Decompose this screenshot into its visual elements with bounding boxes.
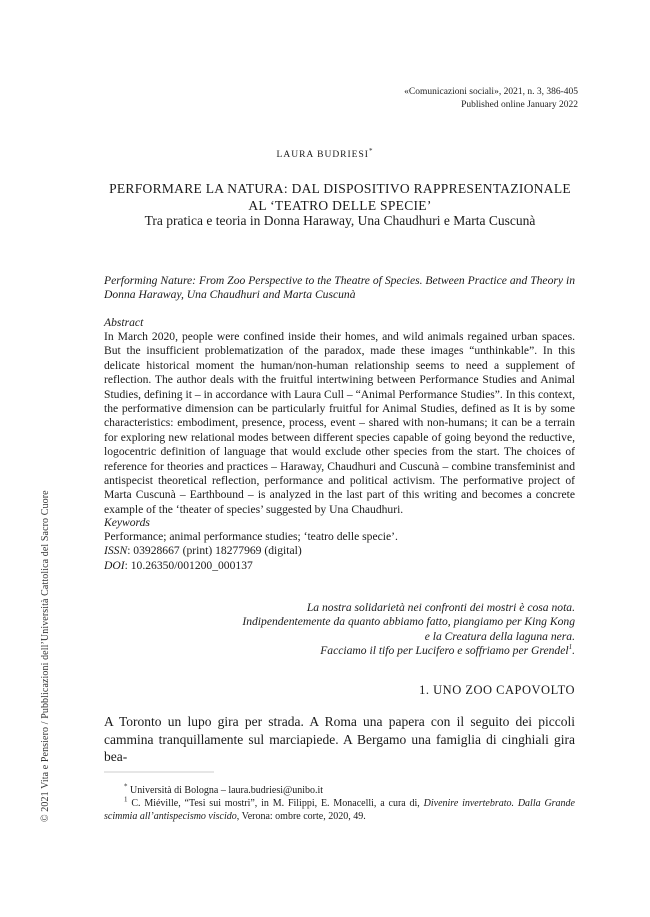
- epigraph-line-3: e la Creatura della laguna nera.: [424, 629, 575, 643]
- english-title: Performing Nature: From Zoo Perspective to the Theatre of Species. Between Practice and Theory in Donna Haraway, Una Chaudhuri and Marta Cuscunà: [104, 274, 575, 302]
- epigraph-line-2: Indipendentemente da quanto abbiamo fatto, piangiamo per King Kong: [242, 615, 575, 629]
- epigraph-note-marker: 1: [568, 643, 573, 652]
- footnote-affiliation: [104, 782, 575, 798]
- footnotes: [104, 782, 575, 823]
- article-subtitle: Tra pratica e teoria in Donna Haraway, Una Chaudhuri e Marta Cuscunà: [144, 213, 536, 228]
- issn-label: ISSN: [104, 544, 128, 558]
- keywords-list: Performance; animal performance studies; ‘teatro delle specie’.: [104, 530, 398, 543]
- body-text: A Toronto un lupo gira per strada. A Roma una papera con il seguito dei piccoli cammina tranquillamente sul marciapiede. A Bergamo una famiglia di cinghiali gira bea-: [104, 714, 575, 764]
- article-title: [100, 180, 580, 214]
- publication-date: Published online January 2022: [461, 100, 578, 110]
- author-footnote-marker: *: [368, 146, 374, 155]
- title-line-1: PERFORMARE LA NATURA: DAL DISPOSITIVO RAPPRESENTAZIONALE: [109, 181, 571, 196]
- author-name: [0, 146, 650, 160]
- doi-value: : 10.26350/001200_000137: [124, 558, 253, 572]
- keywords-block: [104, 530, 575, 573]
- epigraph-line-4-text: Facciamo il tifo per Lucifero e soffriamo per Grendel: [320, 644, 569, 658]
- affiliation-text: Università di Bologna – laura.budriesi@unibo.it: [127, 785, 324, 796]
- footnote-1: [104, 795, 575, 824]
- abstract-text: In March 2020, people were confined inside their homes, and wild animals regained urban spaces. But the insufficient problematization of the paradox, made these images “unthinkable”. In this delicate historical moment the human/non-human relationship seems to need a supplement of reflection. The author deals with the fruitful intertwining between Performance Studies and Animal Studies, defining it – in accordance with Laura Cull – “Animal Performance Studies”. In this context, the performative dimension can be particularly fruitful for Animal Studies, defined as It is by some characteristics: embodiment, presence, process, event – shared with non-humans; it can be a terrain for exploring new relational modes between different species capable of going beyond the reductive, logocentric definition of language that would exclude other species from the start. The choices of reference for theories and practices – Haraway, Chaudhuri and Cuscunà – combine transfeminist and antispecist theoretical reflection, performance and political activism. The performative project of Marta Cuscunà – Earthbound – is analyzed in the last part of this writing and becomes a concrete example of the ‘theater of species’ suggested by Una Chaudhuri.: [104, 330, 575, 516]
- footnote-1-text-a: C. Miéville, “Tesi sui mostri”, in M. Filippi, E. Monacelli, a cura di,: [127, 797, 424, 809]
- author-name-text: LAURA BUDRIESI: [276, 150, 369, 160]
- abstract-heading: Abstract: [104, 316, 144, 329]
- issn-value: : 03928667 (print) 18277969 (digital): [127, 544, 302, 558]
- copyright-sidebar: © 2021 Vita e Pensiero / Pubblicazioni dell’Università Cattolica del Sacro Cuore: [40, 490, 51, 822]
- journal-citation: «Comunicazioni sociali», 2021, n. 3, 386-405: [404, 87, 578, 97]
- section-heading: [419, 683, 575, 698]
- footnote-1-title: Divenire invertebrato. Dalla Grande scimmia all’antispecismo viscido: [104, 797, 575, 822]
- footnote-1-text-b: , Verona: ombre corte, 2020, 49.: [236, 810, 366, 822]
- section-title: UNO ZOO CAPOVOLTO: [433, 683, 575, 697]
- issn-line: [104, 544, 575, 558]
- section-number: 1.: [419, 683, 430, 697]
- epigraph-line-4-end: .: [572, 644, 575, 658]
- doi-line: [104, 559, 575, 573]
- journal-citation-block: [404, 86, 578, 112]
- affiliation-marker: *: [124, 782, 128, 791]
- epigraph-line-1: La nostra solidarietà nei confronti dei mostri è cosa nota.: [306, 601, 575, 614]
- footnote-1-marker: 1: [124, 795, 128, 804]
- keywords-heading: Keywords: [104, 516, 150, 529]
- doi-label: DOI: [104, 558, 125, 572]
- epigraph-line-4: [200, 644, 575, 658]
- epigraph: [200, 601, 575, 659]
- title-line-2: AL ‘TEATRO DELLE SPECIE’: [248, 198, 432, 213]
